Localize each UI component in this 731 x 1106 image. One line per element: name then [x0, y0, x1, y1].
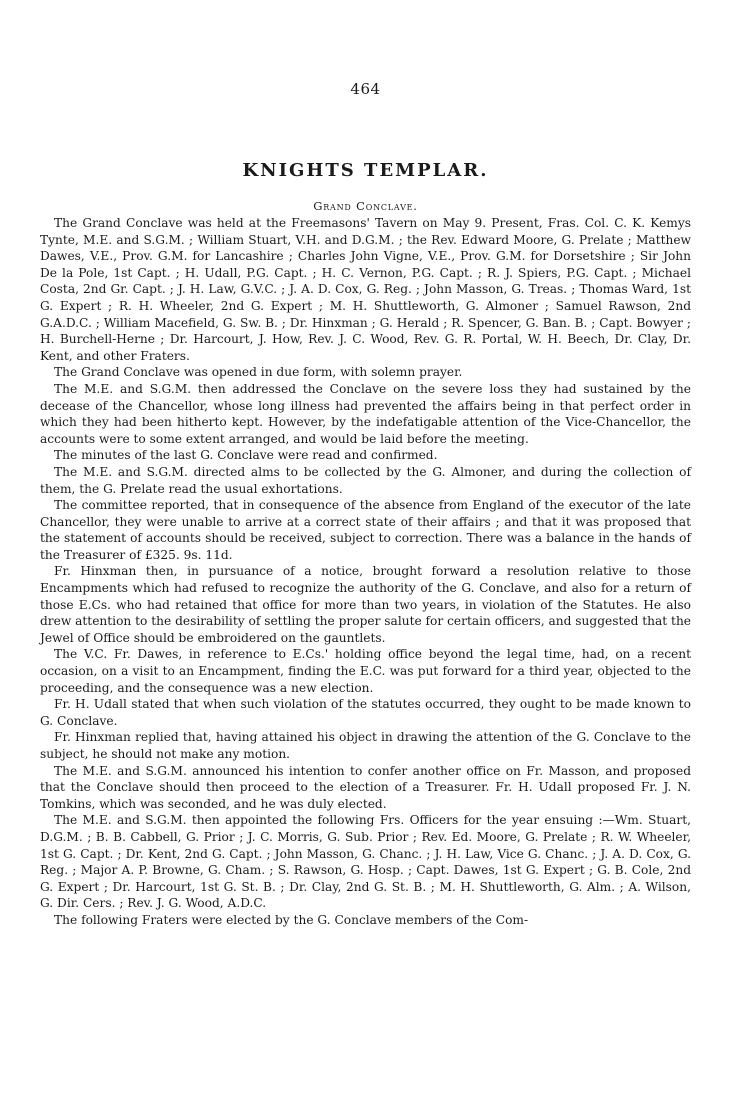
page-title: KNIGHTS TEMPLAR.	[242, 160, 489, 181]
paragraph: The following Fraters were elected by the G. Conclave members of the Com-	[54, 912, 529, 927]
paragraph: The minutes of the last G. Conclave were read and confirmed.	[54, 448, 438, 463]
section-heading: Grand Conclave.	[313, 199, 418, 213]
paragraph: Fr. H. Udall stated that when such violation of the statutes occurred, they ought to be made known to G. Conclave.	[40, 697, 691, 728]
article-body	[40, 215, 691, 929]
paragraph: The Grand Conclave was held at the Freemasons' Tavern on May 9. Present, Fras. Col. C. K. Kemys Tynte, M.E. and S.G.M. ; William Stuart, V.H. and D.G.M. ; the Rev. Edward Moore, G. Prelate ; Matthew Dawes, V.E., Prov. G.M. for Lancashire ; Charles John Vigne, V.E., Prov. G.M. for Dorsetshire ; Sir John De la Pole, 1st Capt. ; H. Udall, P.G. Capt. ; H. C. Vernon, P.G. Capt. ; R. J. Spiers, P.G. Capt. ; Michael Costa, 2nd Gr. Capt. ; J. H. Law, G.V.C. ; J. A. D. Cox, G. Reg. ; John Masson, G. Treas. ; Thomas Ward, 1st G. Expert ; R. H. Wheeler, 2nd G. Expert ; M. H. Shuttleworth, G. Almoner ; Samuel Rawson, 2nd G.A.D.C. ; William Macefield, G. Sw. B. ; Dr. Hinxman ; G. Herald ; R. Spencer, G. Ban. B. ; Capt. Bowyer ; H. Burchell-Herne ; Dr. Harcourt, J. How, Rev. J. C. Wood, Rev. G. R. Portal, W. H. Beech, Dr. Clay, Dr. Kent, and other Fraters.	[40, 216, 691, 363]
paragraph: The committee reported, that in consequence of the absence from England of the executor of the late Chancellor, they were unable to arrive at a correct state of their affairs ; and that it was proposed that the statement of accounts should be received, subject to correction. There was a balance in the hands of the Treasurer of £325. 9s. 11d.	[40, 498, 691, 562]
paragraph: The M.E. and S.G.M. then addressed the Conclave on the severe loss they had sustained by the decease of the Chancellor, whose long illness had prevented the affairs being in that perfect order in which they had been hitherto kept. However, by the indefatigable attention of the Vice-Chancellor, the accounts were to some extent arranged, and would be laid before the meeting.	[40, 381, 691, 446]
paragraph: The V.C. Fr. Dawes, in reference to E.Cs.' holding office beyond the legal time, had, on a recent occasion, on a visit to an Encampment, finding the E.C. was put forward for a third year, objected to the proceeding, and the consequence was a new election.	[40, 647, 691, 695]
paragraph: Fr. Hinxman then, in pursuance of a notice, brought forward a resolution relative to those Encampments which had refused to recognize the authority of the G. Conclave, and also for a return of those E.Cs. who had retained that office for more than two years, in violation of the Statutes. He also drew attention to the desirability of settling the proper salute for certain officers, and suggested that the Jewel of Office should be embroidered on the gauntlets.	[40, 564, 692, 645]
paragraph: The Grand Conclave was opened in due form, with solemn prayer.	[54, 365, 463, 380]
paragraph: Fr. Hinxman replied that, having attained his object in drawing the attention of the G. Conclave to the subject, he should not make any motion.	[40, 730, 691, 761]
paragraph: The M.E. and S.G.M. directed alms to be collected by the G. Almoner, and during the collection of them, the G. Prelate read the usual exhortations.	[40, 464, 691, 496]
paragraph: The M.E. and S.G.M. then appointed the following Frs. Officers for the year ensuing :—Wm. Stuart, D.G.M. ; B. B. Cabbell, G. Prior ; J. C. Morris, G. Sub. Prior ; Rev. Ed. Moore, G. Prelate ; R. W. Wheeler, 1st G. Capt. ; Dr. Kent, 2nd G. Capt. ; John Masson, G. Chanc. ; J. H. Law, Vice G. Chanc. ; J. A. D. Cox, G. Reg. ; Major A. P. Browne, G. Cham. ; S. Rawson, G. Hosp. ; Capt. Dawes, 1st G. Expert ; G. B. Cole, 2nd G. Expert ; Dr. Harcourt, 1st G. St. B. ; Dr. Clay, 2nd G. St. B. ; M. H. Shuttleworth, G. Alm. ; A. Wilson, G. Dir. Cers. ; Rev. J. G. Wood, A.D.C.	[40, 813, 691, 911]
paragraph: The M.E. and S.G.M. announced his intention to confer another office on Fr. Masson, and proposed that the Conclave should then proceed to the election of a Treasurer. Fr. H. Udall proposed Fr. J. N. Tomkins, which was seconded, and he was duly elected.	[40, 763, 691, 811]
page-number: 464	[350, 80, 381, 98]
